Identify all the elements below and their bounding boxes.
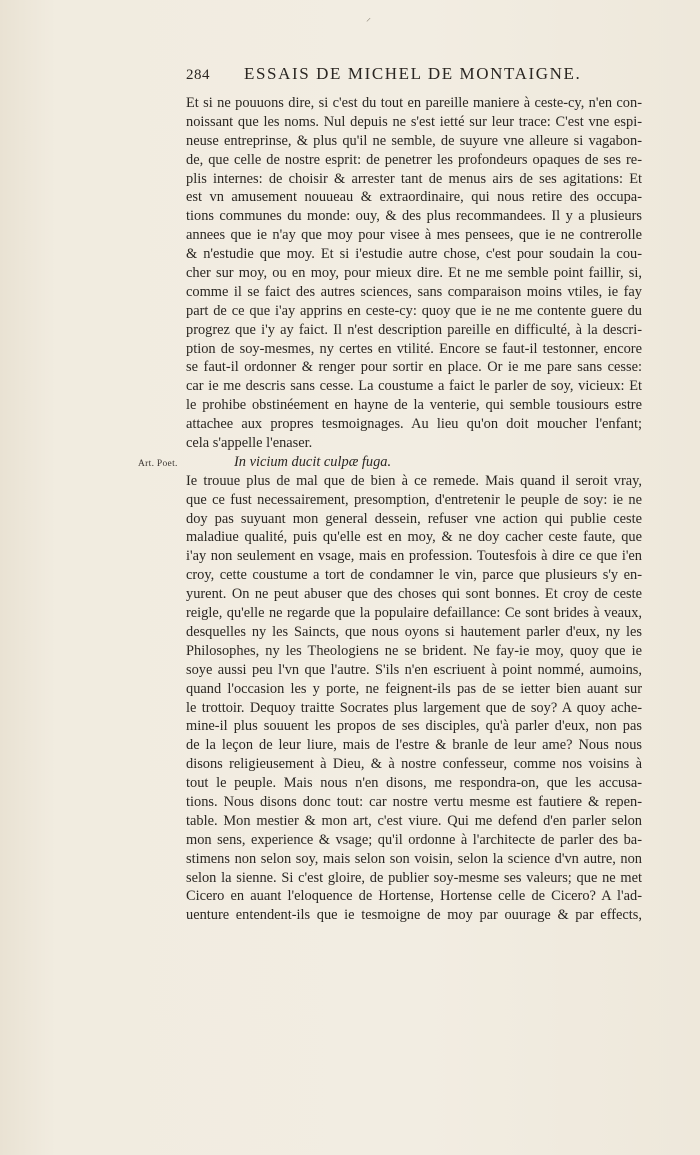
text-line: que ce fust necessairement, presomption, d'entretenir le peuple de soy: ie ne — [186, 491, 642, 508]
running-head: ESSAIS DE MICHEL DE MONTAIGNE. — [244, 64, 582, 83]
text-line: & n'estudie que moy. Et si i'estudie autre chose, c'est pour soudain la cou- — [186, 246, 642, 263]
text-line: attachee aux propres tesmoignages. Au lieu qu'on doit moucher l'enfant; — [186, 416, 642, 433]
text-line: tions. Nous disons donc tout: car nostre vertu mesme est fautiere & repen- — [186, 793, 642, 810]
text-line: stimens non selon soy, mais selon son voisin, selon la science d'vn autre, non — [186, 850, 642, 867]
text-line: Et si ne pouuons dire, si c'est du tout en pareille maniere à ceste-cy, n'en con- — [186, 95, 642, 111]
text-line: tout le peuple. Mais nous n'en disons, me respondra-on, que les accusa- — [186, 775, 642, 792]
text-line: Cicero en auant l'eloquence de Hortense, Hortense celle de Cicero? A l'ad- — [186, 888, 642, 905]
text-line: i'ay non seulement en vsage, mais en profession. Toutesfois à dire ce que i'en — [186, 548, 642, 565]
text-line: Ie trouue plus de mal que de bien à ce remede. Mais quand il seroit vray, — [186, 472, 642, 489]
text-line: table. Mon mestier & mon art, c'est viure. Qui me defend d'en parler selon — [186, 812, 642, 829]
body-text — [186, 94, 642, 925]
text-line: maladiue qualité, puis qu'elle est en moy, & ne doy cacher ceste faute, que — [186, 529, 642, 546]
text-line: progrez que i'y ay faict. Il n'est description pareille en difficulté, à la descri- — [186, 321, 642, 338]
latin-quotation: In vicium ducit culpæ fuga. — [234, 453, 392, 470]
ink-mark: ⸍ — [366, 17, 371, 28]
text-line: tions communes du monde: ouy, & des plus recommandees. Il y a plusieurs — [186, 208, 642, 225]
text-line: se faut-il ordonner & renger pour sortir en place. Or ie me pare sans cesse: — [186, 359, 642, 376]
text-line: quand l'occasion les y porte, ne feignent-ils pas de se ietter bien auant sur — [186, 680, 642, 697]
text-line: croy, cette coustume a tort de condamner le vin, parce que plusieurs s'y en- — [186, 567, 642, 584]
text-line: yurent. On ne peut abuser que des choses qui sont bonnes. Et croy de ceste — [186, 586, 642, 603]
page-number: 284 — [186, 67, 210, 83]
text-line: ption de soy-mesmes, ny certes en vtilité. Encore se faut-il testonner, encore — [186, 340, 642, 357]
text-line: cher sur moy, ou en moy, pour mieux dire. Et ne me semble point faillir, si, — [186, 265, 642, 282]
text-line: mon sens, experience & vsage; qu'il ordonne à l'architecte de parler des ba- — [186, 831, 642, 848]
text-line: soye aussi peu l'vn que l'autre. S'ils n'en escriuent à point nommé, aumoins, — [186, 661, 642, 678]
marginal-note: Art. Poet. — [138, 459, 178, 469]
text-line: cela s'appelle l'enaser. — [186, 435, 313, 452]
text-line: le prohibe obstinéement en hayne de la venterie, qui semble tousiours estre — [186, 397, 642, 414]
text-line: noissant que les noms. Nul depuis ne s'est ietté sur leur trace: C'est vne espi- — [186, 113, 642, 130]
text-line: uenture entendent-ils que ie tesmoigne de moy par ouurage & par effects, — [186, 907, 642, 924]
text-line: Philosophes, ny les Theologiens ne se brident. Ne fay-ie moy, quoy que ie — [186, 642, 642, 659]
text-line: est vn amusement nouueau & extraordinaire, qui nous retire des occupa- — [186, 189, 642, 206]
text-line: neuse entreprinse, & plus qu'il ne semble, de suyure vne alleure si vagabon- — [186, 132, 642, 149]
text-line: desquelles ny les Saincts, que nous oyons si hautement parler d'eux, ny les — [186, 623, 642, 640]
text-line: plis internes: de choisir & arrester tant de menus airs de ses agitations: Et — [186, 170, 642, 187]
text-line: de, que celle de nostre esprit: de penetrer les profondeurs opaques de ses re- — [186, 151, 642, 168]
text-line: disons religieusement à Dieu, & à nostre confesseur, comme nos voisins à — [186, 756, 642, 773]
text-line: de la leçon de leur liure, mais de l'estre & branle de leur ame? Nous nous — [186, 737, 642, 754]
text-line: car ie me descris sans cesse. La coustume a faict le parler de soy, vicieux: Et — [186, 378, 642, 395]
text-line: le trottoir. Dequoy traitte Socrates plus largement que de soy? A quoy ache- — [186, 699, 642, 716]
text-line: selon la sienne. Si c'est gloire, de publier soy-mesme ses valeurs; que ne met — [186, 869, 642, 886]
text-line: part de ce que i'ay apprins en ceste-cy: quoy que ie ne me contente guere du — [186, 302, 642, 319]
text-line: comme il se faict des autres sciences, sans comparaison moins vtiles, ie fay — [186, 283, 642, 300]
text-line: doy pas suyuant mon general dessein, refuser vne action qui publie ceste — [186, 510, 642, 527]
text-line: reigle, qu'elle ne regarde que la populaire defaillance: Ce sont brides à veaux, — [186, 605, 642, 622]
page-header — [186, 64, 640, 88]
text-line: annees que ie n'ay que moy pour visee à mes pensees, que ie ne contrerolle — [186, 227, 642, 244]
text-line: mine-il plus souuent les propos de ses disciples, qu'à parler d'eux, non pas — [186, 718, 642, 735]
